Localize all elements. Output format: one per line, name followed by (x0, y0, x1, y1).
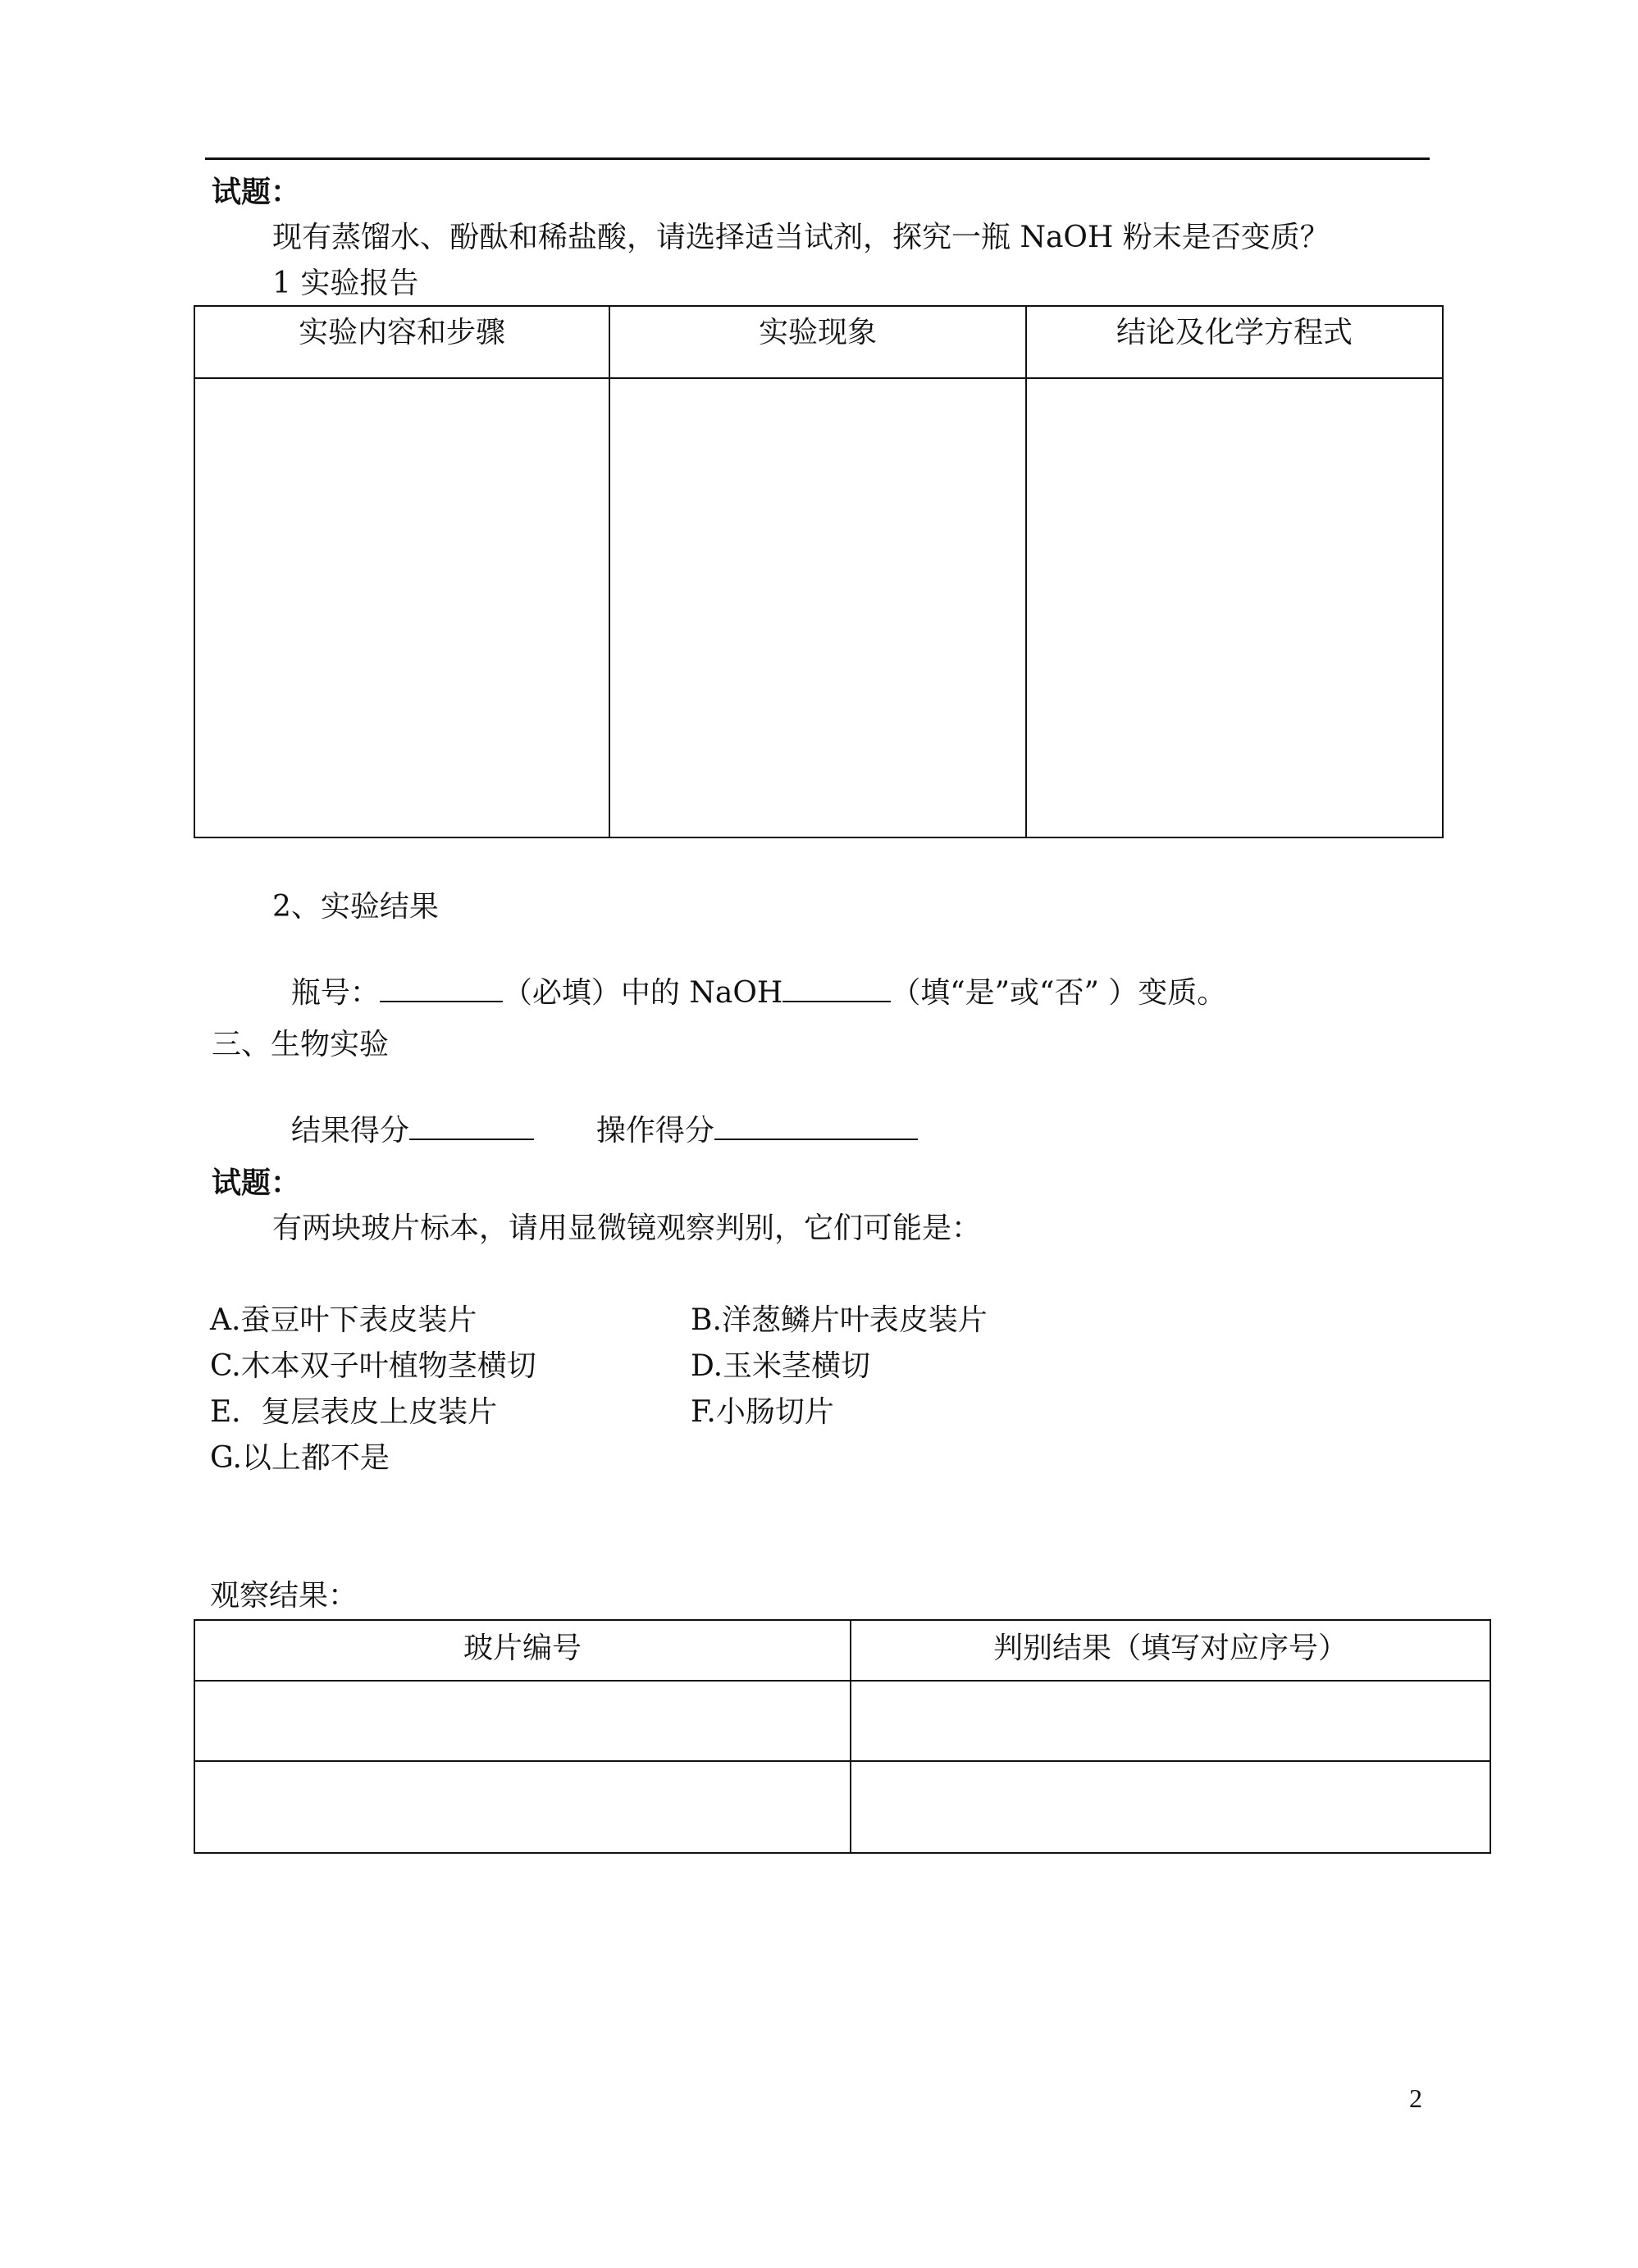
obs-row1-slide[interactable] (194, 1681, 851, 1761)
observation-label: 观察结果： (210, 1579, 358, 1613)
option-c: C.木本双子叶植物茎横切 (210, 1349, 536, 1383)
obs-row2-slide[interactable] (194, 1761, 851, 1853)
report-label: 1 实验报告 (272, 267, 419, 300)
result-suffix: （填“是”或“否” ）变质。 (891, 976, 1227, 1010)
top-rule (205, 157, 1430, 160)
result-prefix: 瓶号： (290, 976, 380, 1010)
score-result-label: 结果得分 (290, 1114, 409, 1148)
obs-row2-result[interactable] (851, 1761, 1490, 1853)
report-header-phenomena: 实验现象 (609, 306, 1026, 378)
score-result-blank[interactable] (409, 1109, 534, 1140)
experiment-report-table (194, 305, 1444, 838)
chem-question-text: 现有蒸馏水、酚酞和稀盐酸，请选择适当试剂，探究一瓶 NaOH 粉末是否变质？ (272, 221, 1330, 254)
option-b: B.洋葱鳞片叶表皮装片 (691, 1303, 988, 1337)
report-header-conclusion: 结论及化学方程式 (1026, 306, 1443, 378)
option-e: E．复层表皮上皮装片 (210, 1395, 498, 1429)
report-cell-phenomena[interactable] (609, 378, 1026, 837)
result-line (272, 935, 1226, 1011)
option-a: A.蚕豆叶下表皮装片 (210, 1303, 477, 1337)
score-operation-blank[interactable] (714, 1109, 918, 1140)
chem-question-title: 试题： (212, 175, 301, 209)
option-d: D.玉米茎横切 (691, 1349, 871, 1383)
obs-row1-result[interactable] (851, 1681, 1490, 1761)
bio-score-line (272, 1073, 918, 1149)
obs-header-slide-id: 玻片编号 (194, 1620, 851, 1681)
result-mid: （必填）中的 NaOH (502, 976, 783, 1010)
option-f: F.小肠切片 (691, 1395, 834, 1429)
page-number: 2 (1409, 2083, 1422, 2113)
bio-section-title: 三、生物实验 (212, 1028, 390, 1061)
bio-question-text: 有两块玻片标本，请用显微镜观察判别，它们可能是： (272, 1212, 982, 1245)
bottle-number-blank[interactable] (380, 971, 503, 1002)
report-cell-conclusion[interactable] (1026, 378, 1443, 837)
deteriorated-blank[interactable] (782, 971, 891, 1002)
score-operation-label: 操作得分 (595, 1114, 714, 1148)
obs-header-result: 判别结果（填写对应序号） (851, 1620, 1490, 1681)
option-g: G.以上都不是 (210, 1441, 390, 1475)
observation-table (194, 1619, 1491, 1854)
result-label: 2、实验结果 (272, 890, 439, 924)
report-header-steps: 实验内容和步骤 (194, 306, 609, 378)
report-cell-steps[interactable] (194, 378, 609, 837)
bio-question-title: 试题： (212, 1166, 301, 1200)
